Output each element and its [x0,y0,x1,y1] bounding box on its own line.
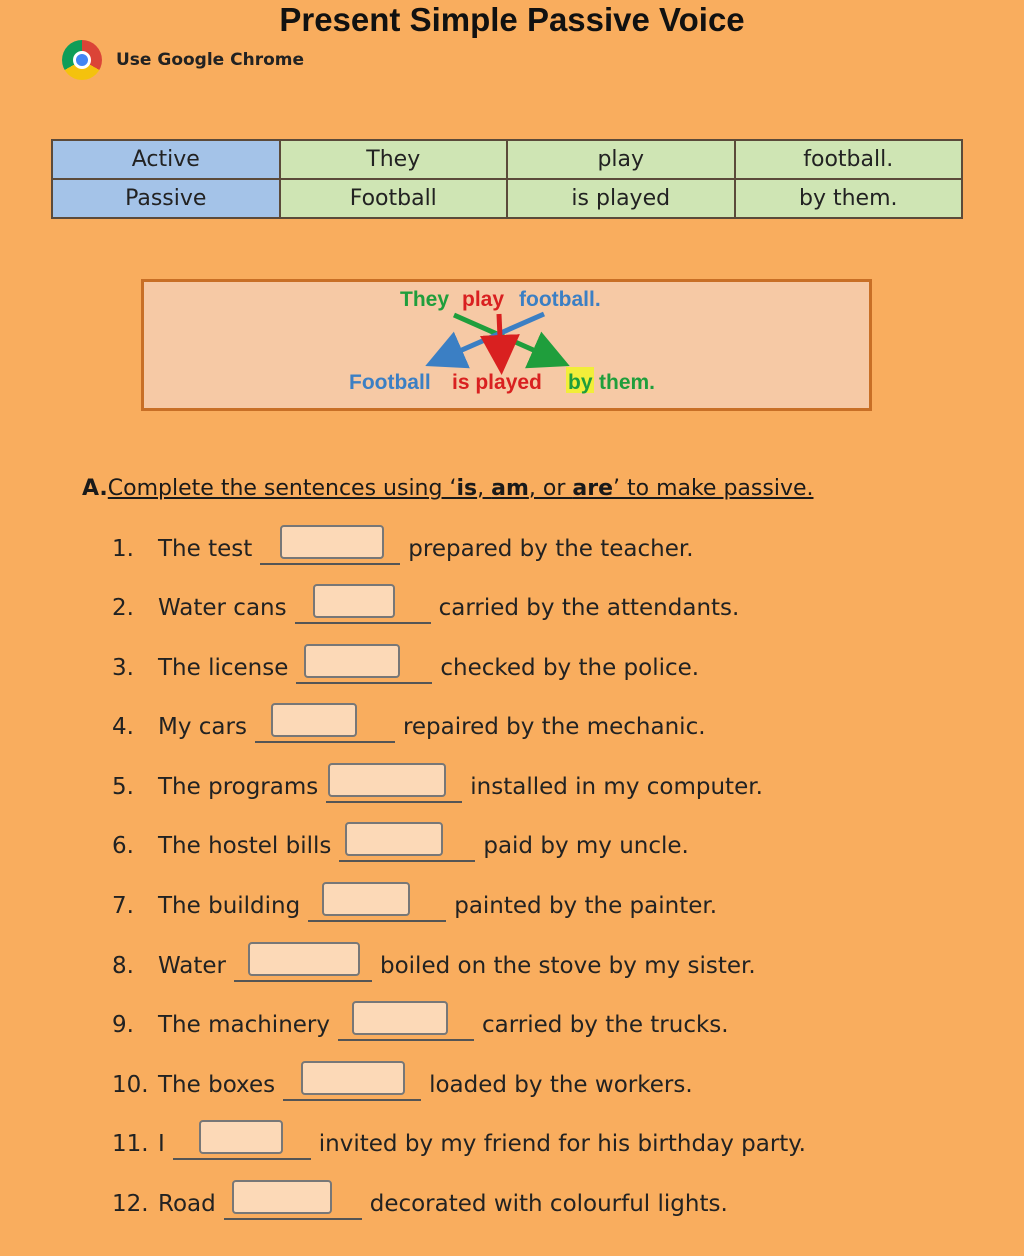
item-number: 10. [112,1072,149,1098]
active-verb: play [462,288,505,311]
item-number: 4. [112,714,134,740]
answer-blank [326,771,462,803]
table-cell: by them. [735,179,963,218]
chrome-icon [62,40,102,80]
exercise-item-12 [112,1184,728,1224]
chrome-note-label: Use Google Chrome [116,50,305,70]
exercise-item-7 [112,886,717,926]
item-text-after: loaded by the workers. [429,1072,693,1098]
answer-input-3[interactable] [304,644,400,678]
answer-input-1[interactable] [280,525,384,559]
item-number: 7. [112,893,134,919]
transformation-diagram-svg [144,282,869,408]
item-number: 5. [112,774,134,800]
exercise-item-3 [112,648,699,688]
answer-input-4[interactable] [271,703,357,737]
exercise-item-4 [112,707,706,747]
answer-blank [234,950,372,982]
answer-input-11[interactable] [199,1120,283,1154]
instruction-text [108,476,814,501]
passive-object: them. [599,371,656,394]
item-number: 9. [112,1012,134,1038]
answer-input-5[interactable] [328,763,446,797]
item-text-before: The test [158,536,253,562]
answer-blank [255,711,395,743]
answer-blank [308,890,446,922]
exercise-item-8 [112,946,756,986]
item-text-before: My cars [158,714,247,740]
instruction-keyword: are [572,476,613,501]
item-text-before: Road [158,1191,216,1217]
instruction-keyword: am [491,476,529,501]
exercise-item-10 [112,1065,693,1105]
item-text-before: Water cans [158,595,287,621]
page-title: Present Simple Passive Voice [279,1,745,38]
answer-input-2[interactable] [313,584,395,618]
instruction-part: , or [528,476,573,501]
passive-by: by [568,371,593,394]
item-number: 2. [112,595,134,621]
answer-input-6[interactable] [345,822,443,856]
exercise-item-11 [112,1124,806,1164]
object-arrow [439,314,544,360]
exercise-item-2 [112,588,739,628]
item-text-before: The license [158,655,289,681]
item-number: 1. [112,536,134,562]
active-object: football. [519,288,601,311]
table-cell: play [507,140,735,179]
answer-input-10[interactable] [301,1061,405,1095]
item-text-after: prepared by the teacher. [408,536,694,562]
item-text-after: installed in my computer. [470,774,763,800]
answer-input-7[interactable] [322,882,410,916]
table-cell: They [280,140,508,179]
answer-input-8[interactable] [248,942,360,976]
item-text-before: The machinery [158,1012,330,1038]
item-text-after: painted by the painter. [454,893,718,919]
passive-verb: is played [452,371,542,394]
answer-blank [260,533,400,565]
item-text-before: The hostel bills [158,833,332,859]
instruction-part: Complete the sentences using ‘ [107,476,457,501]
item-text-before: The boxes [158,1072,276,1098]
instruction-part: ’ to make passive. [613,476,814,501]
chrome-note [62,40,304,80]
answer-blank [296,652,432,684]
answer-blank [295,592,431,624]
answer-blank [283,1069,421,1101]
exercise-item-9 [112,1005,729,1045]
active-passive-table [51,139,963,219]
table-cell: Football [280,179,508,218]
transformation-diagram [141,279,872,411]
item-number: 11. [112,1131,149,1157]
table-header-active: Active [52,140,280,179]
item-number: 8. [112,953,134,979]
answer-blank [224,1188,362,1220]
section-instruction [82,474,814,504]
answer-input-12[interactable] [232,1180,332,1214]
exercise-item-5 [112,767,763,807]
subject-arrow [454,315,556,360]
item-text-before: The building [158,893,301,919]
item-text-before: The programs [158,774,319,800]
table-cell: is played [507,179,735,218]
verb-arrow [499,314,501,360]
answer-blank [339,830,475,862]
answer-input-9[interactable] [352,1001,448,1035]
exercise-item-6 [112,826,689,866]
table-row-passive [52,179,962,218]
item-text-after: checked by the police. [440,655,700,681]
item-text-after: carried by the attendants. [438,595,740,621]
answer-blank [338,1009,474,1041]
passive-subject: Football [349,371,431,394]
table-cell: football. [735,140,963,179]
item-text-before: I [158,1131,165,1157]
exercise-item-1 [112,529,694,569]
item-text-after: decorated with colourful lights. [369,1191,728,1217]
item-text-after: repaired by the mechanic. [402,714,706,740]
answer-blank [173,1128,311,1160]
instruction-part: , [477,476,492,501]
item-number: 12. [112,1191,149,1217]
item-number: 3. [112,655,134,681]
table-row-active [52,140,962,179]
item-text-after: invited by my friend for his birthday party. [318,1131,806,1157]
item-text-after: paid by my uncle. [483,833,689,859]
section-letter: A. [82,476,108,501]
item-text-after: carried by the trucks. [482,1012,729,1038]
item-number: 6. [112,833,134,859]
table-header-passive: Passive [52,179,280,218]
active-subject: They [400,288,450,311]
item-text-after: boiled on the stove by my sister. [380,953,756,979]
item-text-before: Water [158,953,226,979]
instruction-keyword: is [456,476,478,501]
